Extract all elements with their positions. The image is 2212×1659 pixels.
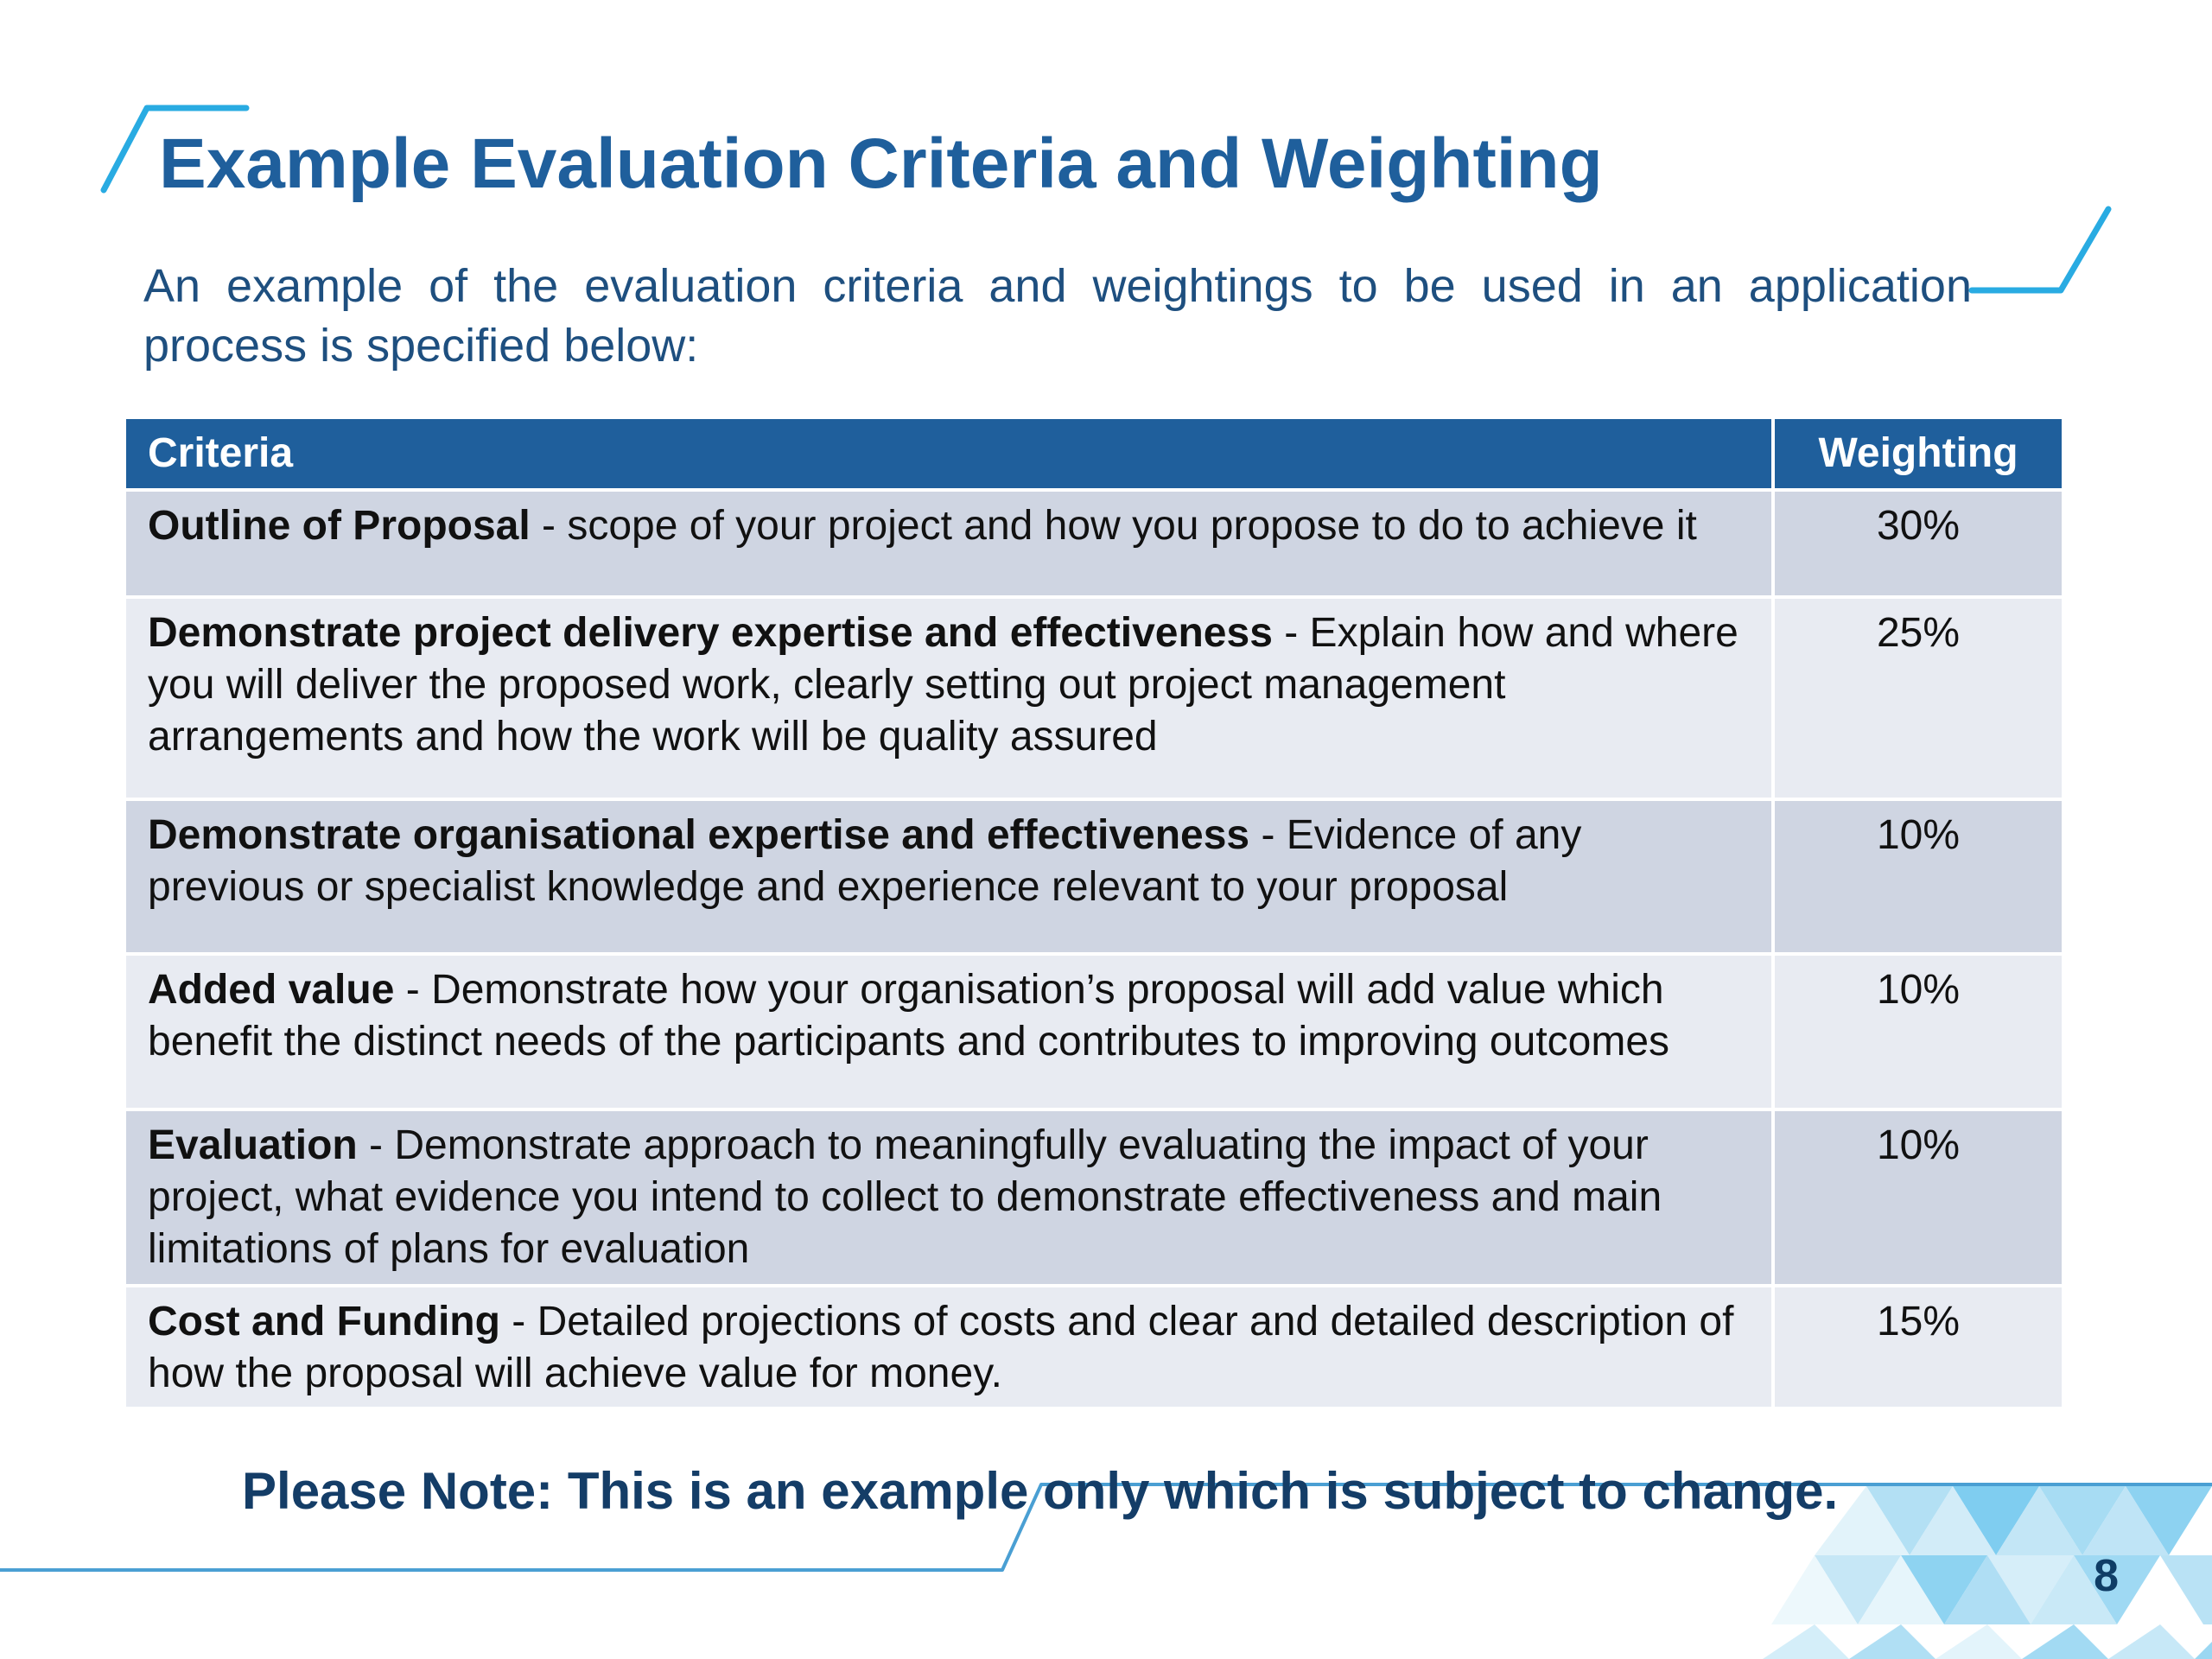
weighting-cell: 10% [1773, 954, 2063, 1109]
criteria-description: - scope of your project and how you propose to do to achieve it [530, 503, 1697, 549]
criteria-title: Cost and Funding [148, 1299, 500, 1344]
criteria-description: - Explain how and where you will deliver the proposed work, clearly setting out project management arrangements and how the work will be quality assured [148, 610, 1738, 760]
weighting-cell: 25% [1773, 597, 2063, 799]
accent-line-top-right [1972, 209, 2108, 290]
criteria-cell [124, 597, 1773, 799]
weighting-cell: 30% [1773, 490, 2063, 597]
criteria-title: Demonstrate project delivery expertise and effectiveness [148, 610, 1273, 656]
criteria-cell [124, 490, 1773, 597]
criteria-description: - Demonstrate approach to meaningfully evaluating the impact of your project, what evidence you intend to collect to demonstrate effectiveness and main limitations of plans for evaluation [148, 1122, 1662, 1272]
disclaimer-note: Please Note: This is an example only which is subject to change. [242, 1462, 1839, 1520]
criteria-description: - Demonstrate how your organisation’s proposal will add value which benefit the distinct needs of the participants and contributes to improving outcomes [148, 967, 1670, 1065]
weighting-cell: 10% [1773, 1109, 2063, 1286]
criteria-description: - Evidence of any previous or specialist knowledge and experience relevant to your proposal [148, 812, 1582, 910]
criteria-title: Outline of Proposal [148, 503, 531, 549]
criteria-description: - Detailed projections of costs and clear and detailed description of how the proposal will achieve value for money. [148, 1299, 1734, 1396]
table-row [124, 1109, 2063, 1286]
criteria-cell [124, 1286, 1773, 1408]
criteria-title: Demonstrate organisational expertise and effectiveness [148, 812, 1250, 858]
table-row [124, 954, 2063, 1109]
weighting-cell: 10% [1773, 799, 2063, 954]
intro-text: An example of the evaluation criteria and weightings to be used in an application process is specified below: [143, 260, 1972, 372]
table-row [124, 1286, 2063, 1408]
criteria-cell [124, 1109, 1773, 1286]
criteria-title: Evaluation [148, 1122, 358, 1168]
table-header-row [124, 419, 2063, 490]
table-row [124, 490, 2063, 597]
table-row [124, 597, 2063, 799]
slide-title: Example Evaluation Criteria and Weighting [159, 124, 1603, 203]
weighting-column-header: Weighting [1773, 419, 2063, 490]
criteria-title: Added value [148, 967, 395, 1013]
criteria-cell [124, 954, 1773, 1109]
page-number: 8 [2094, 1551, 2119, 1601]
criteria-cell [124, 799, 1773, 954]
weighting-cell: 15% [1773, 1286, 2063, 1408]
criteria-column-header: Criteria [124, 419, 1773, 490]
criteria-table [123, 419, 2065, 1410]
table-row [124, 799, 2063, 954]
